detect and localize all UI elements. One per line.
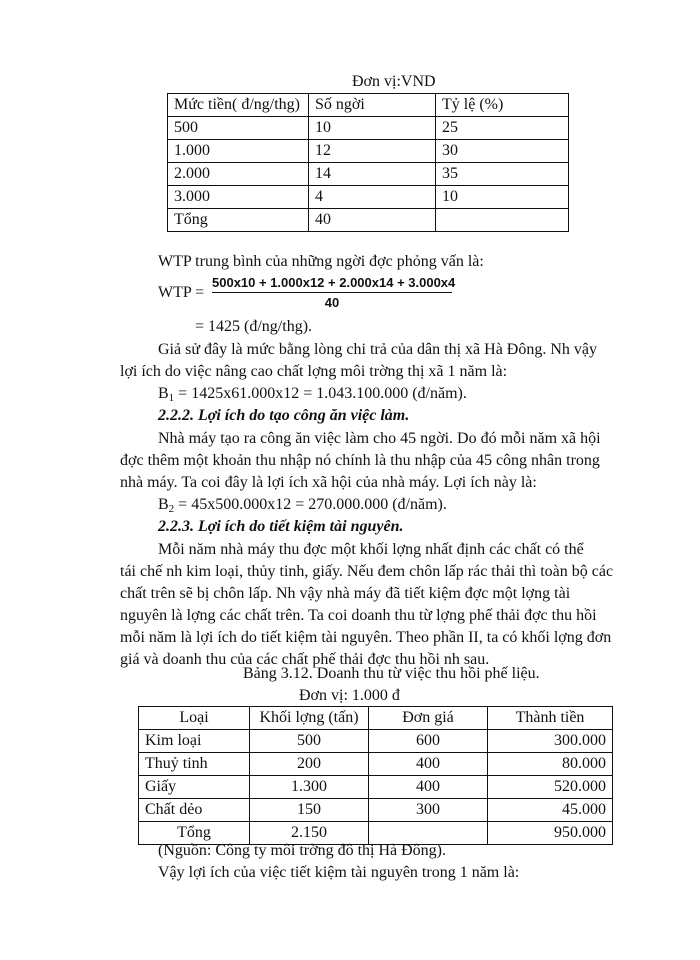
table-cell: 30 [436,140,569,163]
table-cell: 200 [250,753,369,776]
table-row [168,94,569,117]
table-cell: 1.300 [250,776,369,799]
wtp-intro: WTP trung bình của những ngời đợc phỏng vấn là: [158,253,484,270]
table-cell: Thuỷ tinh [139,753,250,776]
table-row [168,186,569,209]
table-cell: 600 [369,730,488,753]
table-cell: 400 [369,776,488,799]
table-cell: 950.000 [488,822,613,845]
table2-caption: Bảng 3.12. Doanh thu từ việc thu hồi phế liệu. [243,665,540,682]
sec222-line3: nhà máy. Ta coi đây là lợi ích xã hội của nhà máy. Lợi ích này là: [120,474,537,491]
section-223-heading: 2.2.3. Lợi ích do tiết kiệm tài nguyên. [158,518,404,535]
table-cell: Kim loại [139,730,250,753]
sec223-line5: mỗi năm là lợi ích do tiết kiệm tài nguyên. Theo phần II, ta có khối lợng đơn [120,629,612,646]
para1-line2: lợi ích do việc nâng cao chất lợng môi trờng thị xã 1 năm là: [120,363,508,380]
table-row [139,753,613,776]
table-cell: 520.000 [488,776,613,799]
wtp-denominator: 40 [324,295,340,310]
table1 [167,93,569,232]
fraction-bar [212,292,452,293]
table-cell: 12 [309,140,436,163]
table-cell: 10 [309,117,436,140]
sec223-line4: nguyên là lợng các chất trên. Ta coi doanh thu từ lợng phế thải đợc thu hồi [120,607,597,624]
table2-header-amount: Thành tiền [488,707,613,730]
table-cell: Tổng [168,209,309,232]
sec222-line2: đợc thêm một khoản thu nhập nó chính là thu nhập của 45 công nhân trong [120,452,600,469]
table-cell: 2.000 [168,163,309,186]
wtp-label: WTP = [158,284,205,301]
table-cell: 14 [309,163,436,186]
sec222-line1: Nhà máy tạo ra công ăn việc làm cho 45 ngời. Do đó mỗi năm xã hội [158,430,601,447]
b2-symbol: B [158,496,169,513]
para1-line1: Giả sử đây là mức bằng lòng chi trả của dân thị xã Hà Đông. Nh vậy [158,341,597,358]
table-row [168,209,569,232]
table-cell: 300 [369,799,488,822]
table-cell: 2.150 [250,822,369,845]
sec223-line6: giá và doanh thu của các chất phế thải đợc thu hồi nh sau. [120,651,490,668]
source-note: (Nguồn: Công ty môi trờng đô thị Hà Đông). [158,842,446,859]
sec223-line1: Mỗi năm nhà máy thu đợc một khối lợng nhất định các chất có thể [158,541,584,558]
table-cell: 45.000 [488,799,613,822]
table-cell: 150 [250,799,369,822]
table-cell: 10 [436,186,569,209]
table-row [139,799,613,822]
section-222-heading: 2.2.2. Lợi ích do tạo công ăn việc làm. [158,407,410,424]
table1-header-ratio: Tỷ lệ (%) [436,94,569,117]
formula-b1 [158,383,467,405]
table-row [168,140,569,163]
table-cell: Giấy [139,776,250,799]
table1-header-count: Số ngời [309,94,436,117]
table2 [138,706,613,845]
wtp-numerator: 500x10 + 1.000x12 + 2.000x14 + 3.000x4 [212,275,456,290]
table-cell [436,209,569,232]
table-cell: 35 [436,163,569,186]
table-cell: 25 [436,117,569,140]
sec223-line2: tái chế nh kim loại, thủy tinh, giấy. Nếu đem chôn lấp rác thải thì toàn bộ các [120,563,614,580]
b1-value: = 1425x61.000x12 = 1.043.100.000 (đ/năm). [174,385,467,402]
table2-unit: Đơn vị: 1.000 đ [299,687,400,704]
table2-header-type: Loại [139,707,250,730]
table-cell: Tổng [139,822,250,845]
table1-header-amount: Mức tiền( đ/ng/thg) [168,94,309,117]
table-cell: 3.000 [168,186,309,209]
table2-header-price: Đơn giá [369,707,488,730]
b2-value: = 45x500.000x12 = 270.000.000 (đ/năm). [174,496,447,513]
table-cell: Chất dẻo [139,799,250,822]
table-row [168,117,569,140]
table1-unit: Đơn vị:VND [352,73,436,90]
table-cell: 400 [369,753,488,776]
b2-subscript: 2 [168,503,175,515]
sec223-line3: chất trên sẽ bị chôn lấp. Nh vậy nhà máy đã tiết kiệm đợc một lợng tài [120,585,571,602]
b1-symbol: B [158,385,169,402]
table-cell: 300.000 [488,730,613,753]
b1-subscript: 1 [168,392,175,404]
table-row [168,163,569,186]
table-row [139,776,613,799]
table-cell: 500 [168,117,309,140]
table-cell: 40 [309,209,436,232]
table-cell: 1.000 [168,140,309,163]
table-cell: 4 [309,186,436,209]
table-cell: 80.000 [488,753,613,776]
table-cell: 500 [250,730,369,753]
closing-line: Vậy lợi ích của việc tiết kiệm tài nguyên trong 1 năm là: [158,864,520,881]
table-row [139,707,613,730]
table-row [139,730,613,753]
wtp-result: = 1425 (đ/ng/thg). [195,318,313,335]
table2-header-quantity: Khối lợng (tấn) [250,707,369,730]
formula-b2 [158,494,447,516]
